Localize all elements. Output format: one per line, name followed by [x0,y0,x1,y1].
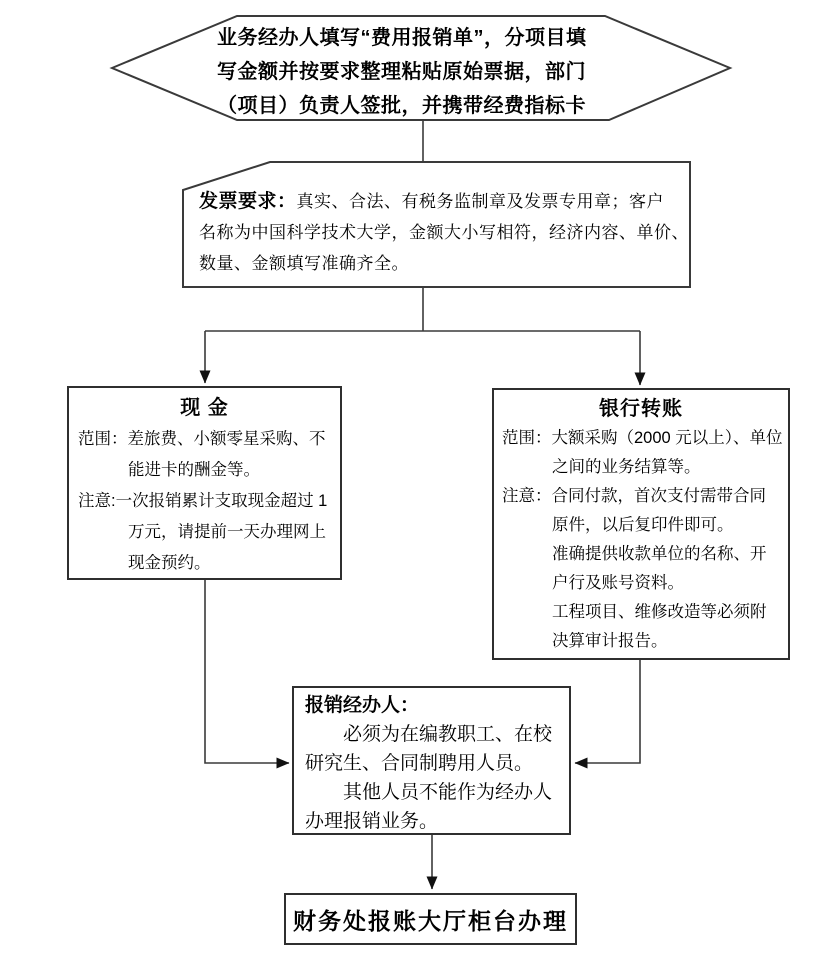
bank-scope-label: 范围： [502,429,552,447]
reimbursement-agent-box [292,686,571,835]
start-hexagon-text [217,21,587,123]
bank-note-line: 准确提供收款单位的名称、开 [552,545,767,563]
agent-line: 办理报销业务。 [305,811,439,832]
cash-box-title: 现 金 [180,397,229,419]
cash-note-line: 万元，请提前一天办理网上 [128,523,326,541]
bank-note-label: 注意： [502,487,552,505]
cash-scope-text: 差旅费、小额零星采购、不 [127,430,326,448]
cash-box [67,386,342,580]
cash-note-line: 现金预约。 [128,554,211,572]
arrow-cash-to-agent [205,580,289,763]
arrow-bank-to-agent [575,660,640,763]
bank-note-line: 工程项目、维修改造等必须附 [552,603,767,621]
finance-counter-box [284,893,577,945]
start-line: （项目）负责人签批，并携带经费指标卡 [217,95,586,117]
bank-note-line: 决算审计报告。 [552,632,668,650]
agent-line: 必须为在编教职工、在校 [343,724,553,745]
invoice-requirements-text [199,186,689,279]
cash-scope-line [78,424,331,455]
cash-note-line [78,486,331,517]
bank-note-line [502,482,780,511]
start-line: 写金额并按要求整理粘贴原始票据，部门 [217,61,586,83]
invoice-line-text: 真实、合法、有税务监制章及发票专用章；客户 [296,192,665,211]
invoice-line: 数量、金额填写准确齐全。 [199,254,409,273]
bank-scope-line: 之间的业务结算等。 [552,458,701,476]
cash-note-label: 注意: [78,492,116,510]
bank-box-title: 银行转账 [599,398,683,420]
invoice-line: 名称为中国科学技术大学，金额大小写相符，经济内容、单价、 [199,223,689,242]
bank-scope-line [502,424,783,453]
cash-scope-label: 范围： [78,430,128,448]
bank-note-line: 户行及账号资料。 [552,574,684,592]
invoice-label: 发票要求： [199,191,297,212]
finance-counter-text: 财务处报账大厅柜台办理 [293,907,568,934]
bank-note-line: 原件，以后复印件即可。 [552,516,734,534]
bank-scope-text: 大额采购（2000 元以上）、单位 [551,429,783,447]
invoice-line [199,186,689,217]
agent-box-title: 报销经办人： [305,695,420,716]
cash-note-text: 一次报销累计支取现金超过 1 [115,492,328,510]
start-line: 业务经办人填写“费用报销单”，分项目填 [217,27,587,49]
agent-line: 研究生、合同制聘用人员。 [305,753,534,774]
bank-transfer-box [492,388,790,660]
cash-scope-line: 能进卡的酬金等。 [128,461,260,479]
agent-line: 其他人员不能作为经办人 [343,782,553,803]
bank-note-text: 合同付款，首次支付需带合同 [551,487,766,505]
